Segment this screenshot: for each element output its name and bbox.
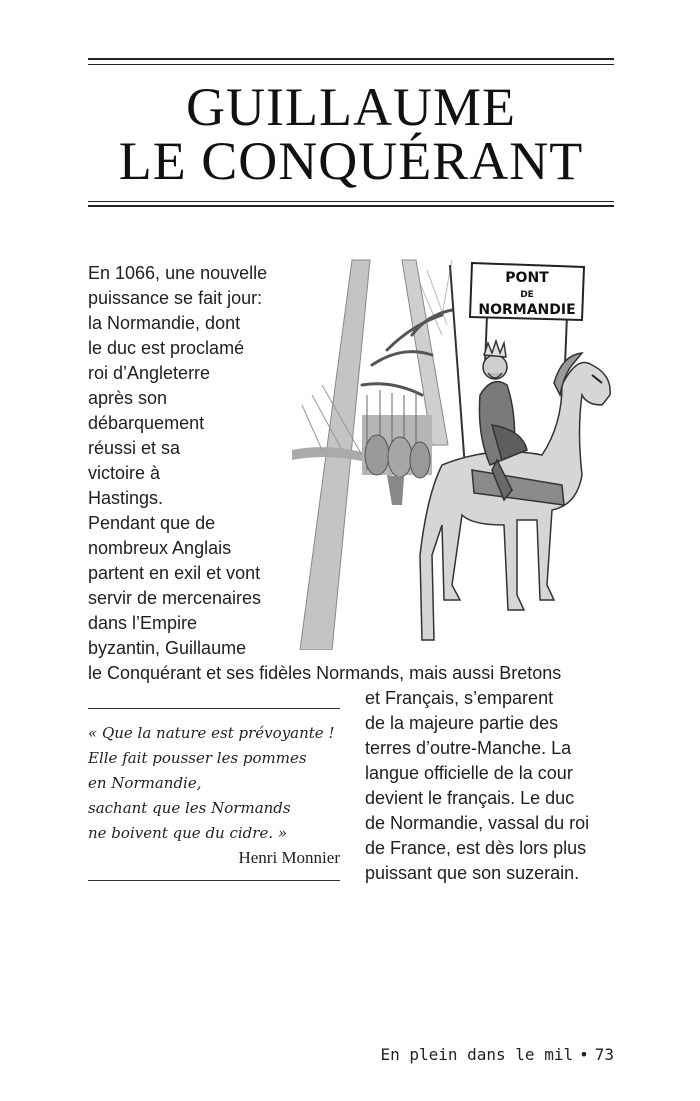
footer-separator: • xyxy=(579,1045,589,1064)
quote-author: Henri Monnier xyxy=(238,848,340,867)
soldiers-group xyxy=(362,390,432,505)
horse xyxy=(420,353,610,640)
body-line: la Normandie, dont xyxy=(88,313,241,333)
body-line: le duc est proclamé xyxy=(88,338,245,358)
quote-line: sachant que les Normands xyxy=(88,799,291,817)
quote-line: en Normandie, xyxy=(88,774,202,792)
sign-line-3: NORMANDIE xyxy=(478,302,576,318)
body-line: terres d’outre-Manche. La xyxy=(365,738,572,758)
quote-rule-top xyxy=(88,708,340,709)
quote-text xyxy=(88,721,340,846)
body-line: roi d’Angleterre xyxy=(88,363,211,383)
quote-line: Elle fait pousser les pommes xyxy=(88,749,307,767)
body-full-width-line: le Conquérant et ses fidèles Normands, mais aussi Bretons xyxy=(88,663,562,683)
sign-line-1: PONT xyxy=(505,270,549,286)
page-footer xyxy=(380,1045,614,1064)
title-rule-top xyxy=(88,58,614,60)
body-line: puissant que son suzerain. xyxy=(365,863,580,883)
body-line: nombreux Anglais xyxy=(88,538,232,558)
title-rule-bottom xyxy=(88,205,614,207)
body-line: devient le français. Le duc xyxy=(365,788,575,808)
page-number: 73 xyxy=(594,1045,614,1064)
quote-rule-bottom xyxy=(88,880,340,881)
body-line: Pendant que de xyxy=(88,513,216,533)
body-line: langue officielle de la cour xyxy=(365,763,573,783)
body-line: partent en exil et vont xyxy=(88,563,261,583)
tree-branches xyxy=(362,310,452,395)
running-title: En plein dans le mil xyxy=(380,1045,574,1064)
body-line: et Français, s’emparent xyxy=(365,688,554,708)
body-line: Hastings. xyxy=(88,488,164,508)
quote-line: « Que la nature est prévoyante ! xyxy=(88,724,335,742)
sign-line-2: DE xyxy=(520,290,534,300)
body-line: byzantin, Guillaume xyxy=(88,638,247,658)
title-rule-top-thin xyxy=(88,64,614,65)
page-title xyxy=(88,77,614,191)
body-line: victoire à xyxy=(88,463,161,483)
title-rule-bottom-thin xyxy=(88,201,614,202)
body-line: après son xyxy=(88,388,168,408)
quote-box xyxy=(88,708,340,881)
norman-knight-illustration xyxy=(292,255,642,650)
body-line: de France, est dès lors plus xyxy=(365,838,587,858)
title-line-1: GUILLAUME xyxy=(186,77,516,137)
body-line: puissance se fait jour: xyxy=(88,288,263,308)
body-line: de la majeure partie des xyxy=(365,713,559,733)
body-line: En 1066, une nouvelle xyxy=(88,263,268,283)
body-line: servir de mercenaires xyxy=(88,588,262,608)
body-right-column xyxy=(365,686,625,886)
body-left-column xyxy=(88,261,318,661)
body-line: dans l’Empire xyxy=(88,613,198,633)
quote-line: ne boivent que du cidre. » xyxy=(88,824,288,842)
body-line: de Normandie, vassal du roi xyxy=(365,813,590,833)
title-line-2: LE CONQUÉRANT xyxy=(118,131,584,191)
body-line: débarquement xyxy=(88,413,205,433)
body-line: réussi et sa xyxy=(88,438,181,458)
